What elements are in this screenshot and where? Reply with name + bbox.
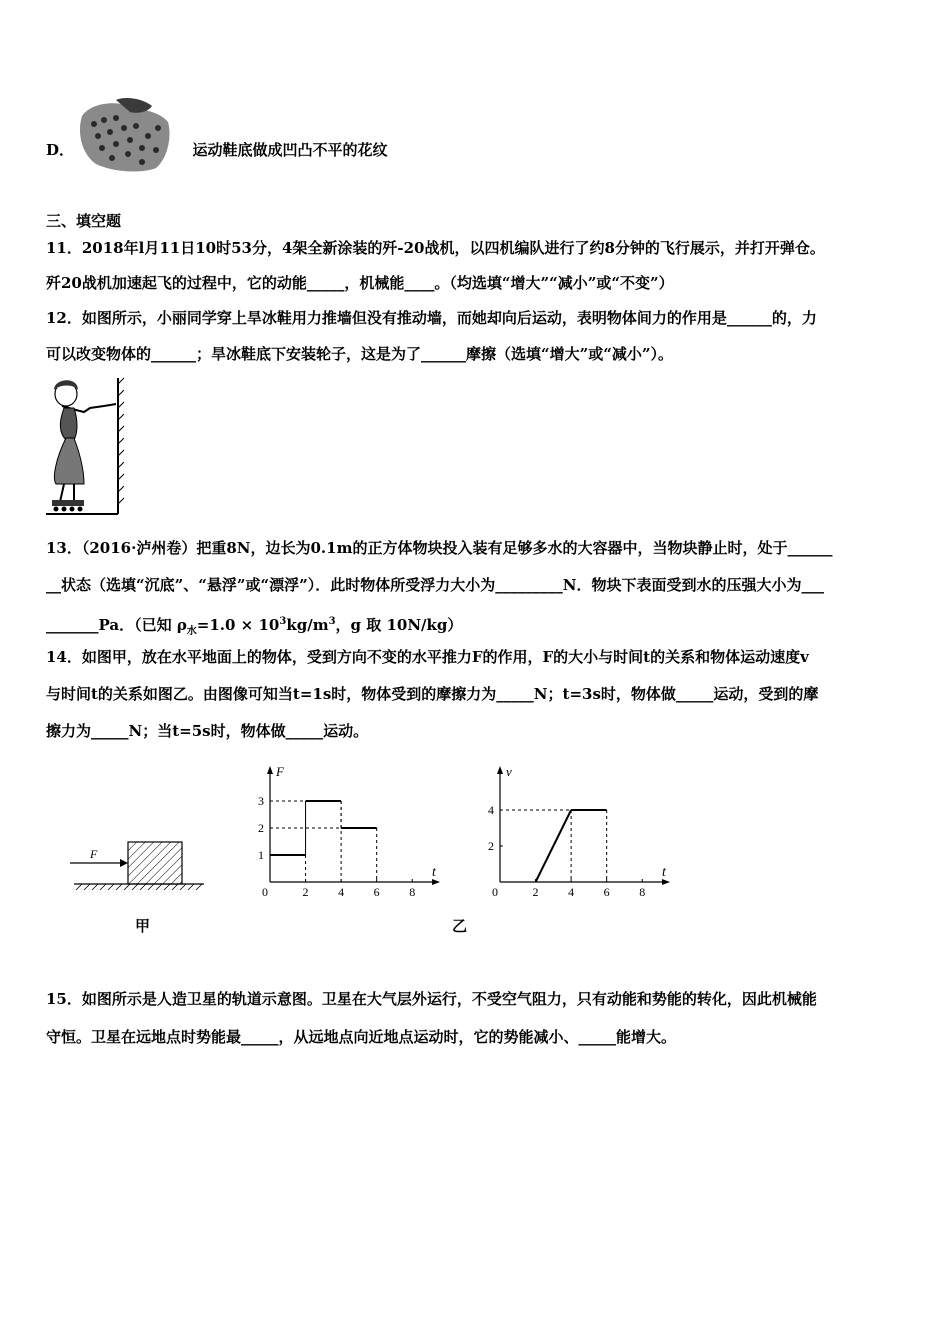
vt-ylabel: v [506,766,512,779]
vt-segment-1 [536,810,572,882]
q13-line3 [46,612,462,642]
shoe-sole-image [72,96,172,174]
vt-ytick-label-4: 4 [488,803,494,817]
q13-line2: __状态（选填“沉底”、“悬浮”或“漂浮”）．此时物体所受浮力大小为_________N．物块下表面受到水的压强大小为___ [46,576,824,594]
vt-y-arrow-icon [497,766,503,774]
vt-xtick-label-2: 2 [532,885,539,899]
chart-v-t [480,766,670,902]
q14-line2: 与时间t的关系如图乙。由图像可知当t=1s时，物体受到的摩擦力为_____N；t=3s时，物体做_____运动，受到的摩 [46,685,819,703]
chart-f-t [250,766,440,902]
q13-line3-c: kg/m [286,616,329,634]
vt-xtick-label-4: 4 [568,885,575,899]
ft-y-arrow-icon [267,766,273,774]
ft-ylabel: F [276,766,284,779]
ft-ytick-label-2: 2 [258,821,264,835]
ft-xtick-label-4: 4 [338,885,345,899]
caption-yi: 乙 [452,917,468,935]
q11-line2: 歼20战机加速起飞的过程中，它的动能_____，机械能____。（均选填“增大”“减小”或“不变”） [46,274,674,292]
vt-xtick-label-6: 6 [603,885,610,899]
q15-line2: 守恒。卫星在远地点时势能最_____，从远地点向近地点运动时，它的势能减小、_____能增大。 [46,1028,677,1046]
ft-xtick-label-6: 6 [373,885,380,899]
q13-line3-b: =1.0 × 10 [196,616,280,634]
caption-jia: 甲 [135,917,151,935]
girl-pushing-wall-image [44,374,124,518]
q13-sup-3b: 3 [328,616,336,627]
q14-line3: 擦力为_____N；当t=5s时，物体做_____运动。 [46,722,369,740]
block [128,842,182,884]
section-title: 三、填空题 [46,212,122,230]
vt-xtick-label-8: 8 [639,885,646,899]
vt-ytick-label-2: 2 [488,839,494,853]
ft-xtick-label-8: 8 [409,885,416,899]
arrow-head-icon [120,859,128,867]
vt-xlabel: t [662,865,666,880]
q13-sub-water: 水 [186,626,197,637]
q13-line1: 13．（2016·泸州卷）把重8N，边长为0.1m的正方体物块投入装有足够多水的大容器中，当物块静止时，处于______ [46,539,833,557]
ft-xtick-label-2: 2 [302,885,309,899]
vt-xtick-label-0: 0 [492,885,498,899]
q13-line3-a: _______Pa．（已知 ρ [46,616,187,634]
figure-jia [68,834,208,894]
q12-line1: 12．如图所示，小丽同学穿上旱冰鞋用力推墙但没有推动墙，而她却向后运动，表明物体间力的作用是______的，力 [46,309,817,327]
ft-ytick-label-3: 3 [258,794,264,808]
force-label: F [90,847,98,861]
option-d-label: D． [46,141,75,159]
q14-line1: 14．如图甲，放在水平地面上的物体，受到方向不变的水平推力F的作用，F的大小与时间t的关系和物体运动速度v [46,648,809,666]
option-d-text: 运动鞋底做成凹凸不平的花纹 [192,141,388,159]
ft-ytick-label-1: 1 [258,848,264,862]
option-d [46,140,388,160]
ft-xlabel: t [432,865,436,880]
q12-line2: 可以改变物体的______；旱冰鞋底下安装轮子，这是为了______摩擦（选填“增大”或“减小”）。 [46,345,674,363]
ft-xtick-label-0: 0 [262,885,268,899]
q13-sup-3: 3 [279,616,287,627]
q11-line1: 11．2018年l月11日10时53分，4架全新涂装的歼-20战机，以四机编队进行了约8分钟的飞行展示，并打开弹仓。 [46,239,825,257]
q13-line3-d: ，g 取 10N/kg） [335,616,463,634]
q15-line1: 15．如图所示是人造卫星的轨道示意图。卫星在大气层外运行，不受空气阻力，只有动能和势能的转化，因此机械能 [46,990,817,1008]
